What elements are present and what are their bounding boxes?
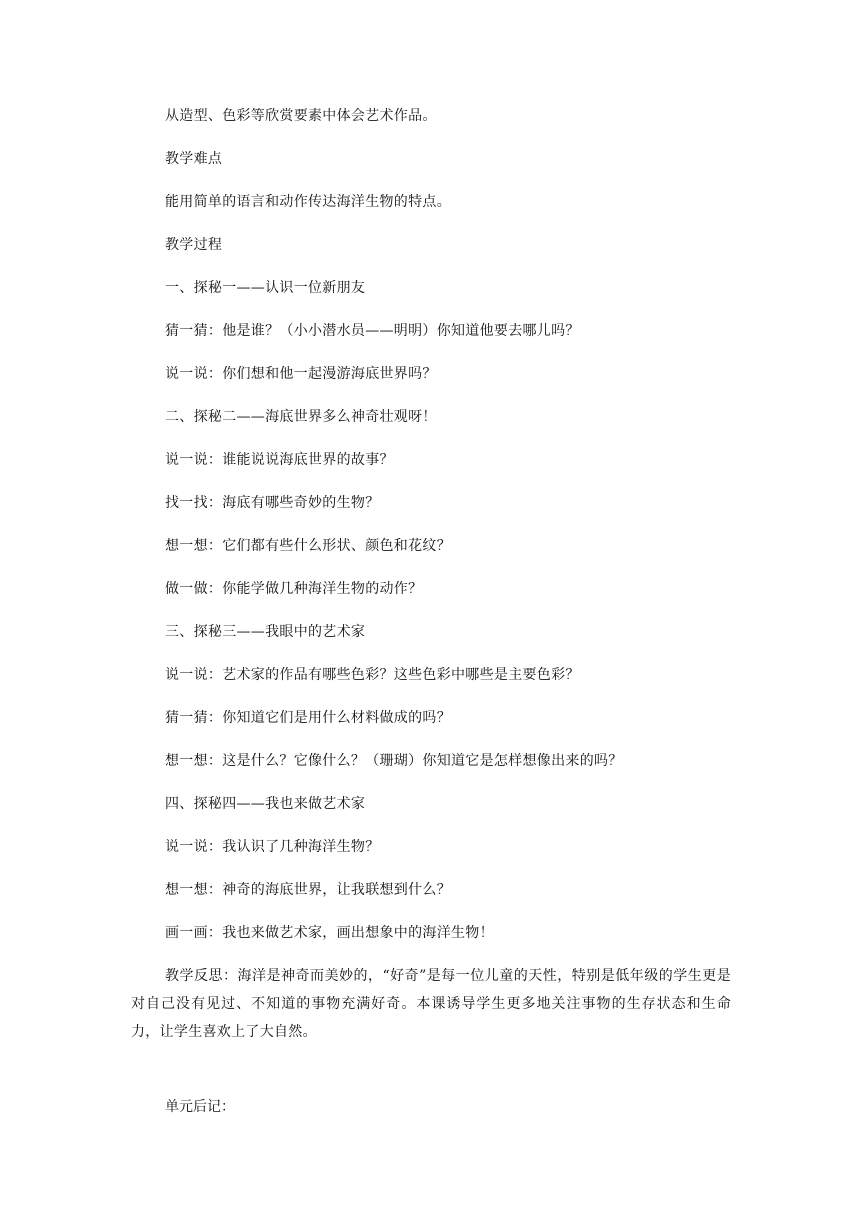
text-line-16: 想一想：这是什么？它像什么？（珊瑚）你知道它是怎样想像出来的吗？: [165, 753, 623, 769]
heading-teaching-difficulty: 教学难点: [165, 151, 223, 167]
section-heading-4: 四、探秘四——我也来做艺术家: [165, 796, 366, 812]
heading-teaching-process: 教学过程: [165, 237, 223, 253]
text-line-3: 能用简单的语言和动作传达海洋生物的特点。: [165, 194, 451, 210]
section-heading-3: 三、探秘三——我眼中的艺术家: [165, 624, 366, 640]
text-line-12: 做一做：你能学做几种海洋生物的动作？: [165, 581, 423, 597]
unit-note-label: 单元后记：: [165, 1099, 235, 1115]
text-line-19: 想一想：神奇的海底世界，让我联想到什么？: [165, 882, 451, 898]
text-line-15: 猜一猜：你知道它们是用什么材料做成的吗？: [165, 710, 451, 726]
teaching-reflection-paragraph: 教学反思：海洋是神奇而美妙的，“好奇”是每一位儿童的天性，特别是低年级的学生更是对自己没有见过、不知道的事物充满好奇。本课诱导学生更多地关注事物的生存状态和生命力，让学生喜欢上了大自然。: [131, 968, 731, 1040]
text-line-9: 说一说：谁能说说海底世界的故事？: [165, 452, 394, 468]
text-line-20: 画一画：我也来做艺术家，画出想象中的海洋生物！: [165, 925, 494, 941]
text-line-10: 找一找：海底有哪些奇妙的生物？: [165, 495, 380, 511]
text-line-11: 想一想：它们都有些什么形状、颜色和花纹？: [165, 538, 451, 554]
text-line-6: 猜一猜：他是谁？（小小潜水员——明明）你知道他要去哪儿吗？: [165, 323, 580, 339]
section-heading-2: 二、探秘二——海底世界多么神奇壮观呀！: [165, 409, 437, 425]
text-line-14: 说一说：艺术家的作品有哪些色彩？这些色彩中哪些是主要色彩？: [165, 667, 580, 683]
section-heading-1: 一、探秘一——认识一位新朋友: [165, 280, 366, 296]
text-line-18: 说一说：我认识了几种海洋生物？: [165, 839, 380, 855]
text-line-1: 从造型、色彩等欣赏要素中体会艺术作品。: [165, 108, 437, 124]
text-line-7: 说一说：你们想和他一起漫游海底世界吗？: [165, 366, 437, 382]
